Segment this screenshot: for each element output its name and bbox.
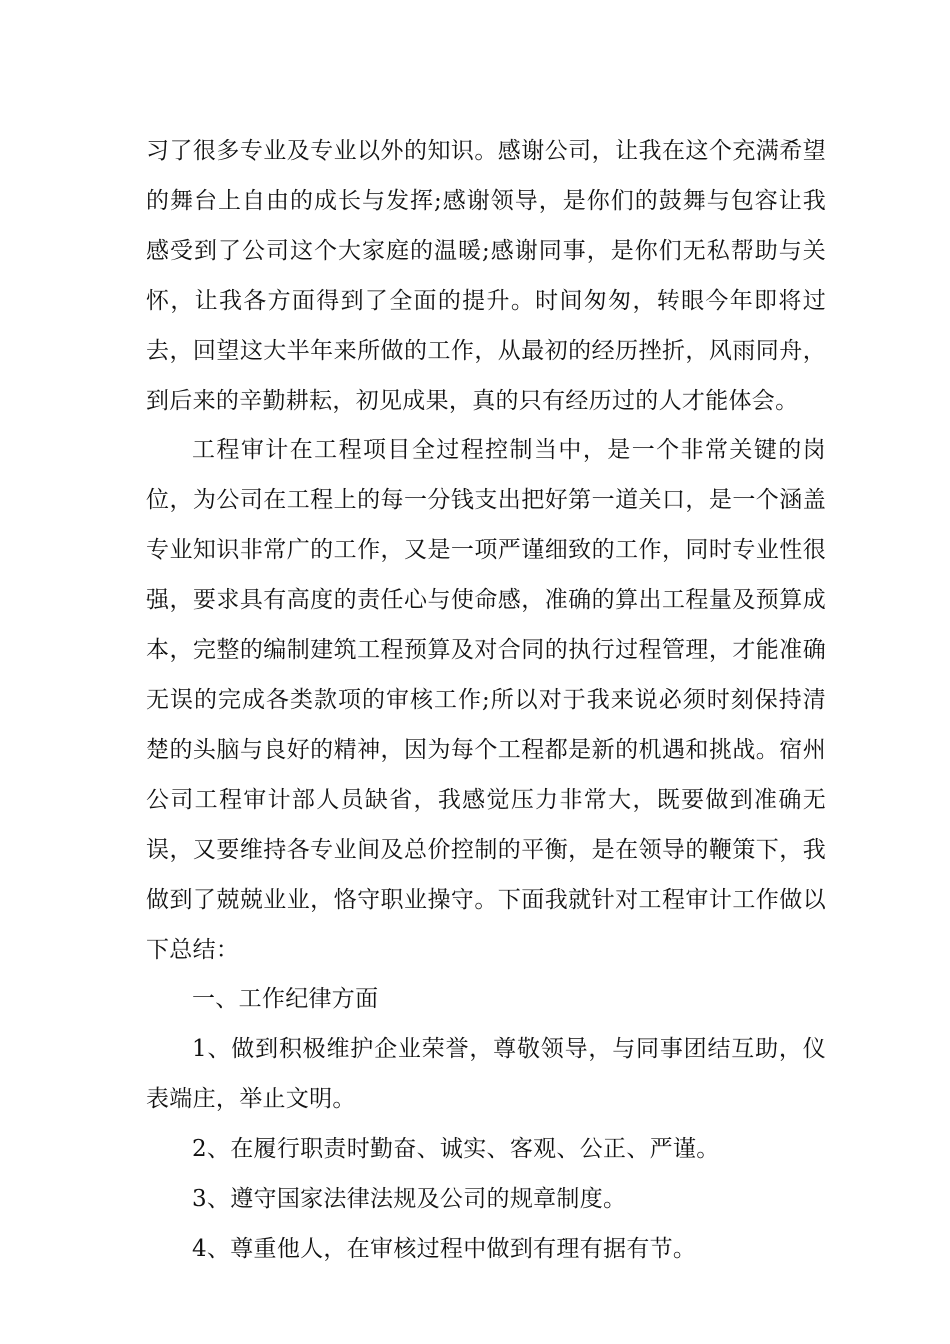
paragraph-audit-overview: 工程审计在工程项目全过程控制当中，是一个非常关键的岗位，为公司在工程上的每一分钱支出把好第一道关口，是一个涵盖专业知识非常广的工作，又是一项严谨细致的工作，同时专业性很强，要求具有高度的责任心与使命感，准确的算出工程量及预算成本，完整的编制建筑工程预算及对合同的执行过程管理，才能准确无误的完成各类款项的审核工作;所以对于我来说必须时刻保持清楚的头脑与良好的精神，因为每个工程都是新的机遇和挑战。宿州公司工程审计部人员缺省，我感觉压力非常大，既要做到准确无误，又要维持各专业间及总价控制的平衡，是在领导的鞭策下，我做到了兢兢业业，恪守职业操守。下面我就针对工程审计工作做以下总结： <box>146 437 826 963</box>
list-item-2: 2、在履行职责时勤奋、诚实、客观、公正、严谨。 <box>192 1136 720 1163</box>
list-item-3: 3、遵守国家法律法规及公司的规章制度。 <box>192 1186 627 1213</box>
list-item-4: 4、尊重他人，在审核过程中做到有理有据有节。 <box>192 1235 697 1262</box>
document-body <box>146 127 826 1275</box>
list-item-1: 1、做到积极维护企业荣誉，尊敬领导，与同事团结互助，仪表端庄，举止文明。 <box>146 1036 826 1113</box>
paragraph-continuation: 习了很多专业及专业以外的知识。感谢公司，让我在这个充满希望的舞台上自由的成长与发挥;感谢领导，是你们的鼓舞与包容让我感受到了公司这个大家庭的温暖;感谢同事，是你们无私帮助与关怀，让我各方面得到了全面的提升。时间匆匆，转眼今年即将过去，回望这大半年来所做的工作，从最初的经历挫折，风雨同舟，到后来的辛勤耕耘，初见成果，真的只有经历过的人才能体会。 <box>146 138 826 414</box>
section-heading-work-discipline: 一、工作纪律方面 <box>192 986 379 1013</box>
